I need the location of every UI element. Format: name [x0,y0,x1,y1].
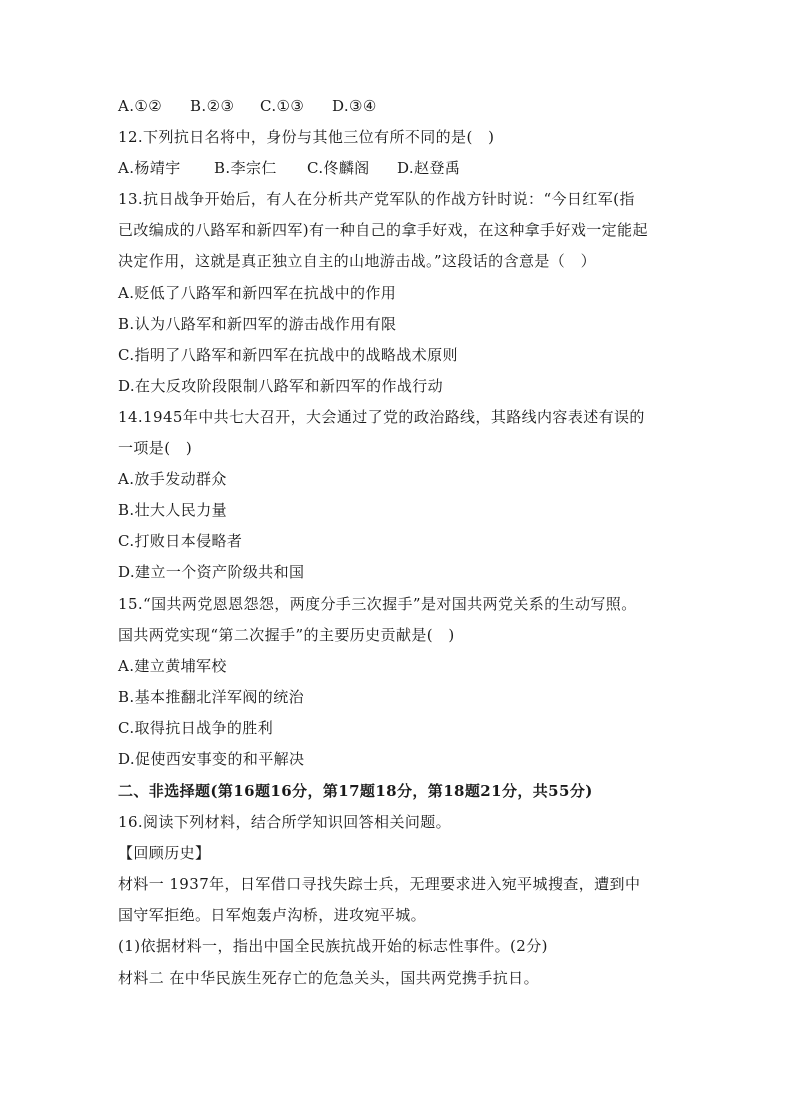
q12-option-b: B.李宗仁 [214,159,277,177]
q12-stem: 12.下列抗日名将中，身份与其他三位有所不同的是( ) [118,128,495,146]
q16-material-1-line-1: 材料一 1937年，日军借口寻找失踪士兵，无理要求进入宛平城搜查，遭到中 [118,875,641,893]
q12-option-a: A.杨靖宇 [118,159,181,177]
q13-stem-line-1: 13.抗日战争开始后，有人在分析共产党军队的作战方针时说：“今日红军(指 [118,190,635,208]
q13-stem-line-2: 已改编成的八路军和新四军)有一种自己的拿手好戏，在这种拿手好戏一定能起 [118,221,648,239]
q16-material-2: 材料二 在中华民族生死存亡的危急关头，国共两党携手抗日。 [118,969,539,987]
q12-option-c: C.佟麟阁 [307,159,370,177]
q13-option-d: D.在大反攻阶段限制八路军和新四军的作战行动 [118,377,444,395]
q15-option-a: A.建立黄埔军校 [118,657,227,675]
q11-option-c: C.①③ [260,97,305,115]
q14-option-d: D.建立一个资产阶级共和国 [118,563,305,581]
q11-options [118,91,678,122]
q16-subheading: 【回顾历史】 [118,844,211,862]
q11-option-d: D.③④ [332,97,377,115]
q14-stem-line-1: 14.1945年中共七大召开，大会通过了党的政治路线，其路线内容表述有误的 [118,408,645,426]
q11-option-b: B.②③ [190,97,235,115]
q14-option-b: B.壮大人民力量 [118,501,227,519]
q15-option-d: D.促使西安事变的和平解决 [118,750,305,768]
q13-option-b: B.认为八路军和新四军的游击战作用有限 [118,315,397,333]
q12-options [118,153,678,184]
q13-option-c: C.指明了八路军和新四军在抗战中的战略战术原则 [118,346,458,364]
q16-material-1-line-2: 国守军拒绝。日军炮轰卢沟桥，进攻宛平城。 [118,906,427,924]
q15-stem-line-2: 国共两党实现“第二次握手”的主要历史贡献是( ) [118,626,455,644]
q12-option-d: D.赵登禹 [397,159,461,177]
q16-question-1: (1)依据材料一，指出中国全民族抗战开始的标志性事件。(2分) [118,937,548,955]
q15-stem-line-1: 15.“国共两党恩恩怨怨，两度分手三次握手”是对国共两党关系的生动写照。 [118,595,637,613]
q14-stem-line-2: 一项是( ) [118,439,193,457]
q13-option-a: A.贬低了八路军和新四军在抗战中的作用 [118,284,397,302]
section-2-heading: 二、非选择题(第16题16分，第17题18分，第18题21分，共55分) [118,782,593,800]
q14-option-c: C.打败日本侵略者 [118,532,243,550]
q15-option-b: B.基本推翻北洋军阀的统治 [118,688,304,706]
q16-stem: 16.阅读下列材料，结合所学知识回答相关问题。 [118,813,452,831]
q14-option-a: A.放手发动群众 [118,470,227,488]
q11-option-a: A.①② [118,97,163,115]
q13-stem-line-3: 决定作用，这就是真正独立自主的山地游击战。”这段话的含意是（ ） [118,252,596,270]
q15-option-c: C.取得抗日战争的胜利 [118,719,274,737]
